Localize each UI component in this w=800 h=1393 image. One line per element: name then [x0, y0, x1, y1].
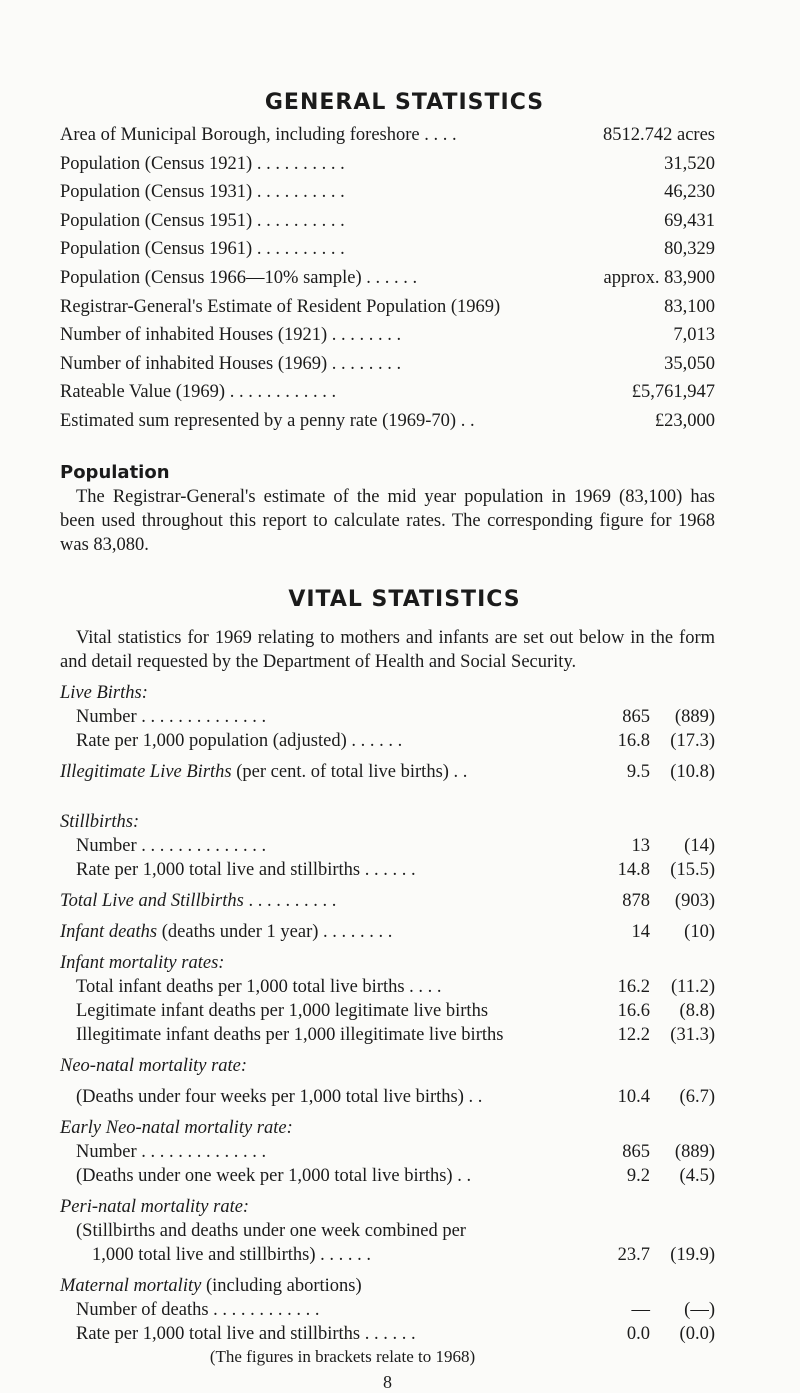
row-value: 83,100 [664, 296, 715, 317]
row-prev-value: (6.7) [679, 1086, 715, 1107]
vital-statistics-table [60, 681, 715, 1368]
section-heading [60, 1195, 715, 1219]
row-label: 1,000 total live and stillbirths) . . . . . . [92, 1244, 372, 1265]
population-heading: Population [60, 461, 170, 483]
row-value: 9.2 [626, 1165, 650, 1186]
row-value: 0.0 [626, 1323, 650, 1344]
general-statistics-list [60, 121, 715, 436]
general-row [60, 178, 715, 207]
table-row [60, 760, 715, 784]
row-label: Number of inhabited Houses (1969) . . . . . . . . [60, 353, 402, 374]
row-label: Rate per 1,000 total live and stillbirths . . . . . . [76, 859, 416, 880]
row-label: Legitimate infant deaths per 1,000 legitimate live births [76, 1000, 489, 1021]
live-births-heading: Live Births: [60, 682, 148, 703]
row-value: 46,230 [664, 182, 715, 203]
row-label: Number . . . . . . . . . . . . . . [76, 1141, 267, 1162]
table-row [60, 1322, 715, 1346]
general-row [60, 407, 715, 436]
table-row [60, 1243, 715, 1267]
row-value: 13 [631, 835, 650, 856]
table-row [60, 705, 715, 729]
row-value: 16.8 [617, 730, 650, 751]
row-value: 16.6 [617, 1000, 650, 1021]
table-row [60, 999, 715, 1023]
row-label: Area of Municipal Borough, including foreshore . . . . [60, 125, 457, 145]
stillbirths-heading: Stillbirths: [60, 811, 140, 832]
row-label: Number . . . . . . . . . . . . . . [76, 706, 267, 727]
illegitimate-heading: Illegitimate Live Births [60, 761, 232, 782]
general-row [60, 264, 715, 293]
row-label: Population (Census 1931) . . . . . . . . . . [60, 182, 345, 203]
table-row [60, 1023, 715, 1047]
row-label: Rate per 1,000 total live and stillbirths . . . . . . [76, 1323, 416, 1344]
page [60, 78, 715, 1393]
row-prev-value: (0.0) [679, 1323, 715, 1344]
row-label: (Deaths under one week per 1,000 total live births) . . [76, 1165, 472, 1186]
row-value: 8512.742 acres [603, 125, 715, 145]
section-heading [60, 681, 715, 705]
row-prev-value: (8.8) [679, 1000, 715, 1021]
row-prev-value: (889) [674, 1141, 715, 1162]
general-row [60, 293, 715, 322]
table-row [60, 1164, 715, 1188]
row-value: 69,431 [664, 210, 715, 231]
maternal-mortality-heading: Maternal mortality [60, 1275, 202, 1296]
row-label: . . . . . . . . . . [243, 890, 337, 911]
brackets-note: (The figures in brackets relate to 1968) [209, 1346, 476, 1366]
vital-intro-paragraph: Vital statistics for 1969 relating to mothers and infants are set out below in the form and detail requested by the Department of Health and Social Security. [60, 627, 715, 672]
row-value: 7,013 [673, 325, 715, 346]
row-prev-value: (11.2) [670, 976, 715, 997]
row-value: 878 [622, 890, 650, 911]
row-prev-value: (10.8) [670, 761, 715, 782]
page-number: 8 [383, 1371, 392, 1392]
row-value: 14 [631, 921, 650, 942]
row-prev-value: (—) [684, 1299, 715, 1320]
row-label: (per cent. of total live births) . . [231, 761, 468, 782]
general-row [60, 121, 715, 150]
row-value: 35,050 [664, 353, 715, 374]
row-label: Population (Census 1961) . . . . . . . . . . [60, 239, 345, 260]
row-label: Rate per 1,000 population (adjusted) . . . . . . [76, 730, 403, 751]
row-value: £5,761,947 [631, 382, 715, 403]
table-row [60, 889, 715, 913]
row-prev-value: (14) [684, 835, 715, 856]
table-row [60, 975, 715, 999]
general-row [60, 378, 715, 407]
row-prev-value: (17.3) [670, 730, 715, 751]
table-row [60, 858, 715, 882]
peri-natal-heading: Peri-natal mortality rate: [60, 1196, 250, 1217]
table-row [60, 1219, 715, 1243]
section-heading [60, 810, 715, 834]
row-label: Number of inhabited Houses (1921) . . . . . . . . [60, 325, 402, 346]
table-row [60, 834, 715, 858]
general-row [60, 321, 715, 350]
row-label: Total infant deaths per 1,000 total live births . . . . [76, 976, 442, 997]
total-heading: Total Live and Stillbirths [60, 890, 244, 911]
section-heading [60, 951, 715, 975]
row-value: 23.7 [617, 1244, 650, 1265]
row-label: (Deaths under four weeks per 1,000 total live births) . . [76, 1086, 483, 1107]
row-prev-value: (903) [674, 890, 715, 911]
neo-natal-heading: Neo-natal mortality rate: [60, 1055, 248, 1076]
row-label: Number . . . . . . . . . . . . . . [76, 835, 267, 856]
vital-statistics-title: VITAL STATISTICS [288, 586, 521, 612]
row-label: Rateable Value (1969) . . . . . . . . . . . . [60, 382, 337, 403]
row-prev-value: (31.3) [670, 1024, 715, 1045]
row-prev-value: (889) [674, 706, 715, 727]
infant-deaths-heading: Infant deaths [60, 921, 158, 942]
section-heading [60, 1274, 715, 1298]
row-label: Estimated sum represented by a penny rate (1969-70) . . [60, 410, 475, 431]
row-label: (deaths under 1 year) . . . . . . . . [157, 921, 393, 942]
row-label: Registrar-General's Estimate of Resident Population (1969) [60, 296, 501, 317]
row-prev-value: (10) [684, 921, 715, 942]
table-row [60, 920, 715, 944]
table-row [60, 729, 715, 753]
general-row [60, 150, 715, 179]
table-row [60, 1085, 715, 1109]
row-value: 865 [622, 706, 650, 727]
row-value: 12.2 [617, 1024, 650, 1045]
row-prev-value: (19.9) [670, 1244, 715, 1265]
row-value: 16.2 [617, 976, 650, 997]
early-neo-natal-heading: Early Neo-natal mortality rate: [60, 1117, 293, 1138]
row-value: — [631, 1299, 650, 1320]
row-label: Number of deaths . . . . . . . . . . . . [76, 1299, 320, 1320]
row-label: (including abortions) [201, 1275, 362, 1296]
row-value: 14.8 [617, 859, 650, 880]
general-row [60, 350, 715, 379]
table-row [60, 1140, 715, 1164]
row-value: 865 [622, 1141, 650, 1162]
general-row [60, 207, 715, 236]
infant-mortality-heading: Infant mortality rates: [60, 952, 225, 973]
row-label: Population (Census 1951) . . . . . . . . . . [60, 210, 345, 231]
row-value: 80,329 [664, 239, 715, 260]
row-prev-value: (4.5) [679, 1165, 715, 1186]
general-row [60, 235, 715, 264]
row-value: 9.5 [626, 761, 650, 782]
section-heading [60, 1054, 715, 1078]
section-heading [60, 1116, 715, 1140]
table-row [60, 1298, 715, 1322]
population-paragraph: The Registrar-General's estimate of the mid year population in 1969 (83,100) has been used throughout this report to calculate rates. The corresponding figure for 1968 was 83,080. [60, 486, 715, 555]
row-label: Illegitimate infant deaths per 1,000 illegitimate live births [76, 1024, 504, 1045]
row-prev-value: (15.5) [670, 859, 715, 880]
row-label: Population (Census 1921) . . . . . . . . . . [60, 153, 345, 174]
general-statistics-title: GENERAL STATISTICS [264, 90, 545, 115]
row-label: (Stillbirths and deaths under one week combined per [76, 1220, 466, 1241]
row-value: 31,520 [664, 153, 715, 174]
row-value: 10.4 [617, 1086, 650, 1107]
row-value: £23,000 [654, 410, 715, 431]
row-label: Population (Census 1966—10% sample) . . . . . . [60, 267, 418, 288]
row-value: approx. 83,900 [603, 267, 715, 288]
